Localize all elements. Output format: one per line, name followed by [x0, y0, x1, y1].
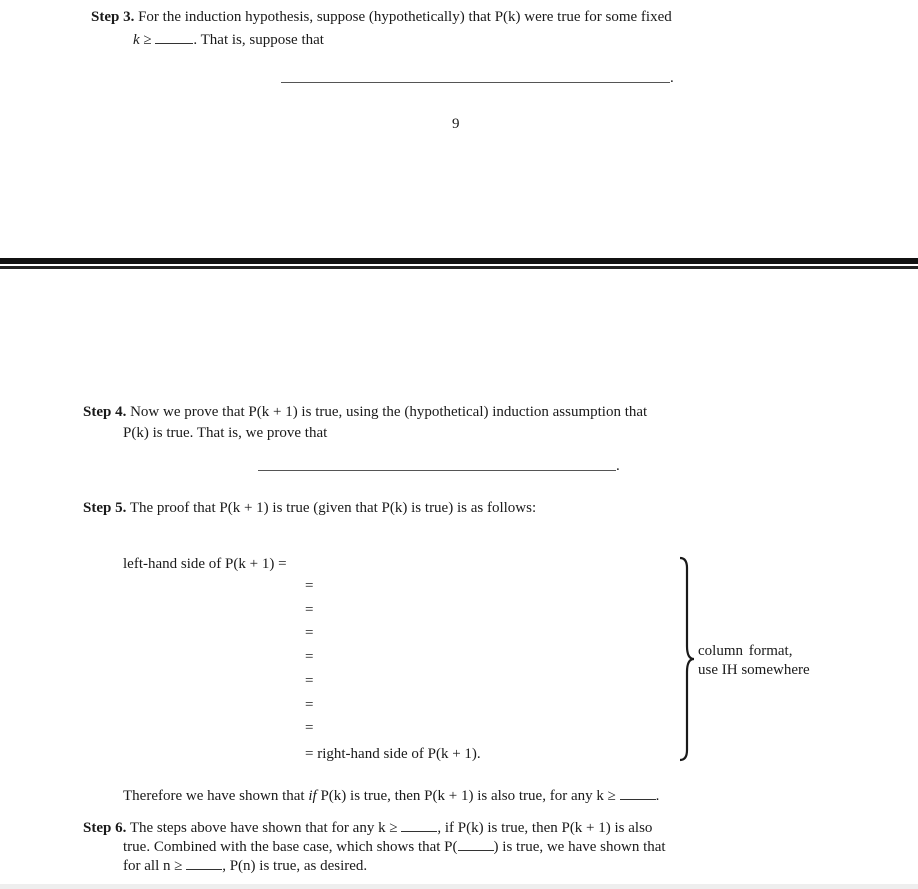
right-brace-icon: [678, 556, 696, 762]
step4-answer-line[interactable]: [258, 470, 616, 471]
proof-equals-7: =: [305, 720, 314, 736]
conclusion-blank-k[interactable]: [620, 785, 656, 800]
separator-thick-bar: [0, 258, 918, 264]
step6-blank-k[interactable]: [401, 817, 437, 832]
step3-label: Step 3.: [91, 9, 135, 25]
step5-label: Step 5.: [83, 500, 127, 516]
page-bottom-edge: [0, 884, 918, 889]
step6-text-2a: true. Combined with the base case, which shows that P(: [123, 839, 458, 855]
step4-period: .: [616, 458, 620, 474]
page-separator: [0, 258, 918, 270]
conclusion-period: .: [655, 788, 660, 804]
step3-answer-line[interactable]: [281, 82, 670, 83]
step3-line1: [91, 7, 672, 27]
proof-equals-6: =: [305, 697, 314, 713]
proof-equals-4: =: [305, 649, 314, 665]
step6-text-1a: The steps above have shown that for any k ≥: [129, 820, 398, 836]
step6-text-3a: for all n ≥: [123, 858, 183, 874]
step4-label: Step 4.: [83, 404, 127, 420]
proof-note-line1: column format,: [698, 643, 793, 659]
step6-text-2b: ) is true, we have shown that: [493, 839, 666, 855]
step6-text-3b: , P(n) is true, as desired.: [222, 858, 368, 874]
page-lower: [0, 270, 918, 889]
step3-text-line2: . That is, suppose that: [193, 32, 324, 48]
proof-lhs: left-hand side of P(k + 1) =: [123, 556, 287, 572]
proof-equals-2: =: [305, 602, 314, 618]
step3-k-geq: k ≥: [133, 32, 152, 48]
proof-rhs: = right-hand side of P(k + 1).: [305, 746, 481, 762]
step5-text-line1: The proof that P(k + 1) is true (given that P(k) is true) is as follows:: [129, 500, 537, 516]
separator-thin-bar: [0, 266, 918, 269]
proof-equals-1: =: [305, 578, 314, 594]
step4-line2: P(k) is true. That is, we prove that: [123, 425, 328, 441]
step4-text-line1: Now we prove that P(k + 1) is true, using the (hypothetical) induction assumption that: [130, 404, 648, 420]
step6-label: Step 6.: [83, 820, 127, 836]
page-upper: [0, 0, 918, 258]
conclusion-prefix: Therefore we have shown that: [123, 788, 305, 804]
step3-blank-k[interactable]: [155, 29, 193, 44]
step6-blank-n[interactable]: [186, 855, 222, 870]
step3-line2: [133, 29, 324, 50]
conclusion-if: if: [308, 788, 317, 804]
step6-line1: [83, 817, 652, 838]
step6-text-1b: , if P(k) is true, then P(k + 1) is also: [437, 820, 653, 836]
proof-equals-3: =: [305, 625, 314, 641]
conclusion-line: [123, 785, 659, 806]
step6-blank-base[interactable]: [458, 836, 494, 851]
step5-line1: [83, 498, 536, 518]
step3-text-line1: For the induction hypothesis, suppose (hypothetically) that P(k) were true for some fixed: [138, 9, 672, 25]
proof-note-line2: use IH somewhere: [698, 662, 810, 678]
page-number: 9: [452, 116, 460, 132]
step4-line1: [83, 402, 647, 422]
conclusion-middle: P(k) is true, then P(k + 1) is also true, for any k ≥: [320, 788, 616, 804]
step6-line3: [123, 855, 367, 876]
step6-line2: [123, 836, 666, 857]
proof-equals-5: =: [305, 673, 314, 689]
step3-period: .: [670, 70, 674, 86]
